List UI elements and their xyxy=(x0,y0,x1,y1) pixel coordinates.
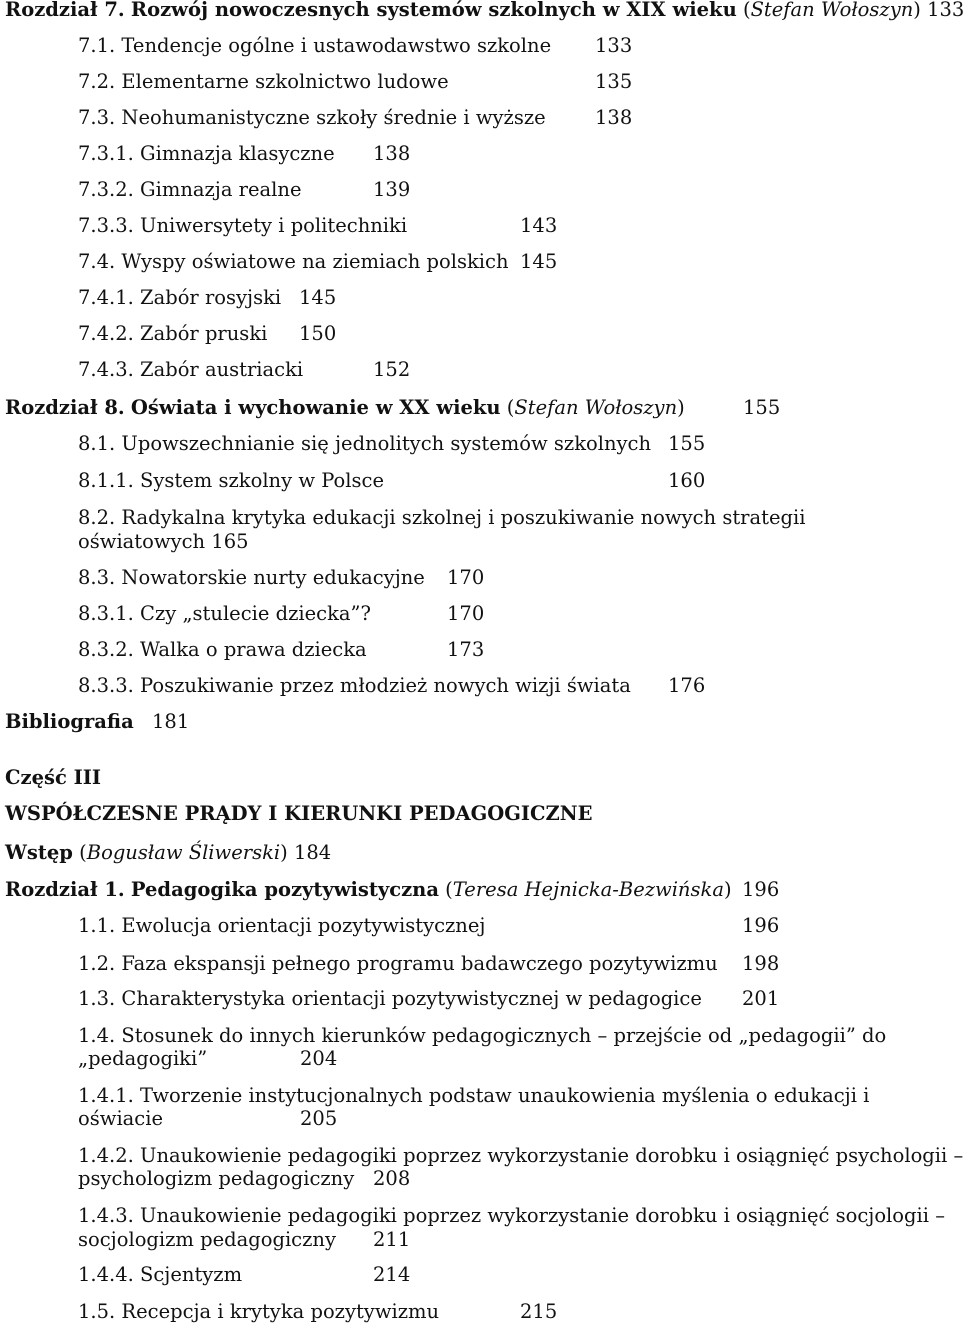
section-number: 1.4.2. xyxy=(78,1144,134,1167)
part-title: WSPÓŁCZESNE PRĄDY I KIERUNKI PEDAGOGICZNE xyxy=(5,802,593,825)
chapter-title: Pedagogika pozytywistyczna xyxy=(130,878,439,901)
section-number: 7.4. xyxy=(78,250,116,273)
toc-entry xyxy=(78,1300,439,1324)
section-number: 7.2. xyxy=(78,70,116,93)
toc-entry xyxy=(78,250,509,274)
toc-entry xyxy=(78,602,371,626)
page-number: 145 xyxy=(520,250,558,273)
section-number: 8.3. xyxy=(78,566,116,589)
section-title: Charakterystyka orientacji pozytywistycznej w pedagogice xyxy=(121,987,702,1010)
section-title-continued: oświatowych xyxy=(78,530,206,553)
page-number: 204 xyxy=(300,1047,338,1070)
section-number: 1.4. xyxy=(78,1024,116,1047)
page-number: 155 xyxy=(668,432,706,455)
page-number: 139 xyxy=(373,178,411,201)
section-number: 1.2. xyxy=(78,952,116,975)
page-number: 184 xyxy=(293,841,332,864)
toc-entry xyxy=(78,178,302,202)
toc-entry-continuation xyxy=(78,530,249,554)
page-number: 152 xyxy=(373,358,411,381)
section-title: Ewolucja orientacji pozytywistycznej xyxy=(121,914,486,937)
page-number: 198 xyxy=(742,952,780,975)
page-number: 133 xyxy=(595,34,633,57)
toc-entry xyxy=(78,952,718,976)
chapter-title: Rozwój nowoczesnych systemów szkolnych w XIX wieku xyxy=(130,0,737,21)
introduction-author: Bogusław Śliwerski xyxy=(86,841,281,864)
toc-entry xyxy=(78,914,485,938)
page-number: 176 xyxy=(668,674,706,697)
section-title: Scjentyzm xyxy=(140,1263,243,1286)
toc-entry xyxy=(78,1263,242,1287)
toc-entry xyxy=(78,432,651,456)
toc-entry xyxy=(78,987,702,1011)
section-title: Gimnazja klasyczne xyxy=(140,142,335,165)
chapter-number: Rozdział 8. xyxy=(5,396,125,419)
section-number: 8.1.1. xyxy=(78,469,134,492)
chapter-number: Rozdział 7. xyxy=(5,0,125,21)
page-number: 173 xyxy=(447,638,485,661)
chapter-heading: Rozdział 8. Oświata i wychowanie w XX wieku (Stefan Wołoszyn) xyxy=(5,396,685,419)
section-title-continued: socjologizm pedagogiczny xyxy=(78,1228,336,1251)
toc-entry xyxy=(78,469,384,493)
toc-entry xyxy=(78,214,407,238)
page-number: 160 xyxy=(668,469,706,492)
section-title: Gimnazja realne xyxy=(140,178,302,201)
page-number: 208 xyxy=(373,1167,411,1190)
section-number: 1.4.3. xyxy=(78,1204,134,1227)
page-number: 155 xyxy=(743,396,781,419)
part-heading: Część III xyxy=(5,766,102,789)
section-number: 7.4.3. xyxy=(78,358,134,381)
page-number: 138 xyxy=(595,106,633,129)
section-number: 7.3.1. xyxy=(78,142,134,165)
section-number: 1.3. xyxy=(78,987,116,1010)
chapter-author: Stefan Wołoszyn xyxy=(514,396,678,419)
toc-entry xyxy=(78,1204,945,1228)
section-title: Unaukowienie pedagogiki poprzez wykorzystanie dorobku i osiągnięć psychologii – xyxy=(140,1144,964,1167)
section-number: 8.3.1. xyxy=(78,602,134,625)
page-number: 214 xyxy=(373,1263,411,1286)
section-title-continued: oświacie xyxy=(78,1107,163,1130)
page-number: 205 xyxy=(300,1107,338,1130)
section-title: Unaukowienie pedagogiki poprzez wykorzystanie dorobku i osiągnięć socjologii – xyxy=(140,1204,945,1227)
page-number: 170 xyxy=(447,602,485,625)
section-title: Tendencje ogólne i ustawodawstwo szkolne xyxy=(121,34,552,57)
toc-entry-continuation xyxy=(78,1167,354,1191)
page-number: 196 xyxy=(742,878,780,901)
section-number: 8.1. xyxy=(78,432,116,455)
page-number: 133 xyxy=(927,0,964,21)
toc-entry xyxy=(78,358,303,382)
introduction-heading: Wstęp (Bogusław Śliwerski) 184 xyxy=(5,841,332,864)
section-number: 7.4.1. xyxy=(78,286,134,309)
toc-entry xyxy=(78,1024,886,1048)
section-title: Tworzenie instytucjonalnych podstaw unaukowienia myślenia o edukacji i xyxy=(140,1084,870,1107)
section-title: Radykalna krytyka edukacji szkolnej i poszukiwanie nowych strategii xyxy=(121,506,806,529)
toc-entry xyxy=(78,674,631,698)
section-number: 7.4.2. xyxy=(78,322,134,345)
section-number: 1.5. xyxy=(78,1300,116,1323)
toc-entry-continuation xyxy=(78,1228,336,1252)
page-number: 145 xyxy=(299,286,337,309)
chapter-author: Stefan Wołoszyn xyxy=(750,0,914,21)
section-title: Zabór pruski xyxy=(140,322,268,345)
toc-entry xyxy=(78,286,281,310)
chapter-title: Oświata i wychowanie w XX wieku xyxy=(130,396,501,419)
section-title: Zabór rosyjski xyxy=(140,286,282,309)
section-number: 8.3.3. xyxy=(78,674,134,697)
section-number: 1.4.1. xyxy=(78,1084,134,1107)
toc-entry xyxy=(78,142,335,166)
toc-entry xyxy=(78,1084,869,1108)
section-number: 1.4.4. xyxy=(78,1263,134,1286)
introduction-title: Wstęp xyxy=(5,841,73,864)
section-title: Czy „stulecie dziecka”? xyxy=(140,602,371,625)
toc-entry xyxy=(78,638,367,662)
page-number: 211 xyxy=(373,1228,411,1251)
section-number: 1.1. xyxy=(78,914,116,937)
page-number: 165 xyxy=(211,530,249,553)
section-number: 7.3. xyxy=(78,106,116,129)
section-number: 7.3.2. xyxy=(78,178,134,201)
section-title-continued: psychologizm pedagogiczny xyxy=(78,1167,355,1190)
section-number: 8.2. xyxy=(78,506,116,529)
section-title: Nowatorskie nurty edukacyjne xyxy=(121,566,425,589)
section-title: Poszukiwanie przez młodzież nowych wizji świata xyxy=(140,674,631,697)
section-title: Elementarne szkolnictwo ludowe xyxy=(121,70,449,93)
section-number: 7.3.3. xyxy=(78,214,134,237)
toc-entry xyxy=(78,506,805,530)
toc-entry-continuation xyxy=(78,1107,163,1131)
toc-entry xyxy=(78,70,449,94)
section-number: 7.1. xyxy=(78,34,116,57)
section-number: 8.3.2. xyxy=(78,638,134,661)
bibliography-heading: Bibliografia xyxy=(5,710,134,733)
page-number: 181 xyxy=(152,710,190,733)
toc-entry xyxy=(78,106,546,130)
page-number: 138 xyxy=(373,142,411,165)
section-title: Faza ekspansji pełnego programu badawczego pozytywizmu xyxy=(121,952,718,975)
toc-entry xyxy=(78,1144,963,1168)
page-number: 170 xyxy=(447,566,485,589)
toc-entry xyxy=(78,34,551,58)
page-number: 135 xyxy=(595,70,633,93)
chapter-number: Rozdział 1. xyxy=(5,878,125,901)
page-number: 215 xyxy=(520,1300,558,1323)
toc-entry-continuation xyxy=(78,1047,207,1071)
chapter-heading: Rozdział 1. Pedagogika pozytywistyczna (Teresa Hejnicka-Bezwińska) xyxy=(5,878,732,901)
section-title: Neohumanistyczne szkoły średnie i wyższe xyxy=(121,106,546,129)
section-title: System szkolny w Polsce xyxy=(140,469,384,492)
section-title: Wyspy oświatowe na ziemiach polskich xyxy=(121,250,509,273)
toc-entry xyxy=(78,322,267,346)
section-title: Uniwersytety i politechniki xyxy=(140,214,408,237)
page-number: 201 xyxy=(742,987,780,1010)
section-title: Stosunek do innych kierunków pedagogicznych – przejście od „pedagogii” do xyxy=(121,1024,887,1047)
toc-entry xyxy=(78,566,425,590)
chapter-author: Teresa Hejnicka-Bezwińska xyxy=(452,878,724,901)
section-title: Walka o prawa dziecka xyxy=(140,638,367,661)
section-title: Recepcja i krytyka pozytywizmu xyxy=(121,1300,440,1323)
section-title-continued: „pedagogiki” xyxy=(78,1047,208,1070)
page-number: 143 xyxy=(520,214,558,237)
chapter-heading: Rozdział 7. Rozwój nowoczesnych systemów szkolnych w XIX wieku (Stefan Wołoszyn) 133 xyxy=(5,0,964,21)
page-number: 150 xyxy=(299,322,337,345)
section-title: Upowszechnianie się jednolitych systemów szkolnych xyxy=(121,432,652,455)
page-number: 196 xyxy=(742,914,780,937)
section-title: Zabór austriacki xyxy=(140,358,304,381)
